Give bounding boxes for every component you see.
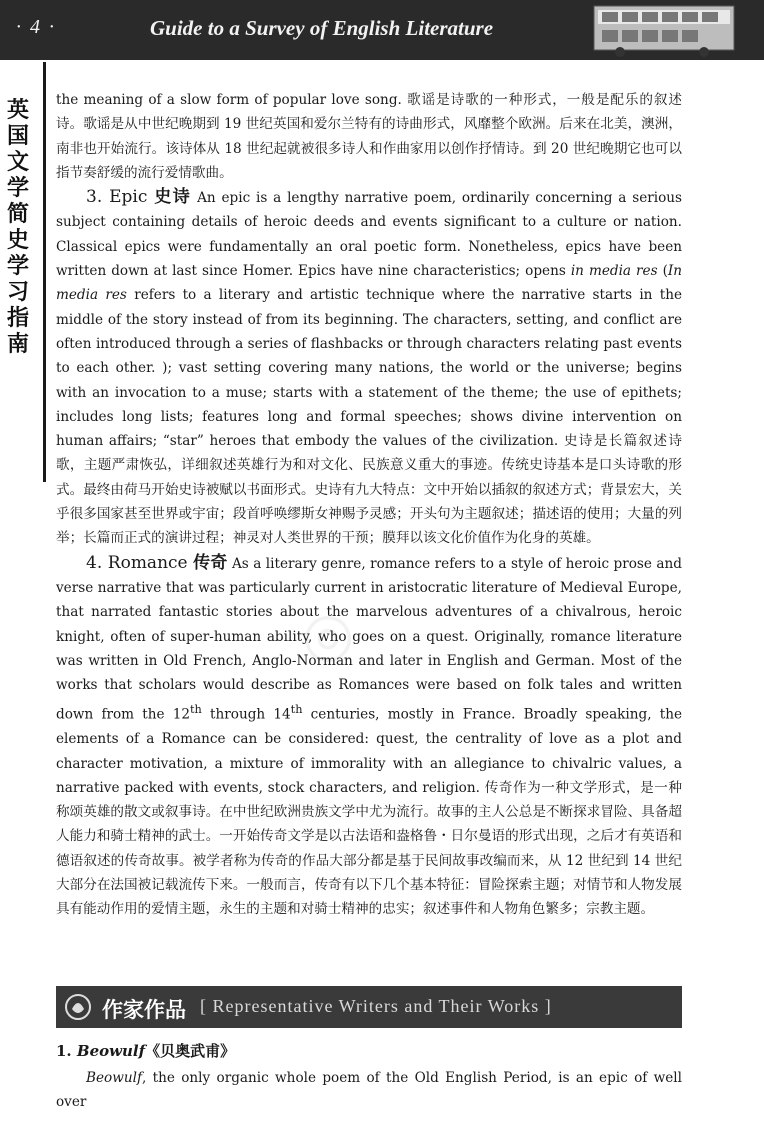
double-decker-bus-icon: [592, 4, 752, 58]
running-title: Guide to a Survey of English Literature: [150, 16, 494, 40]
section-banner: [56, 986, 682, 1028]
epic-text-b: (: [657, 263, 668, 280]
epic-text-a: An epic is a lengthy narrative poem, ordinarily concerning a serious subject containing details of heroic deeds and events significant to a culture or nation. Classical epics were fundamentally an oral poetic form. Nonetheless, epics have been written down at last since Homer. Epics have nine characteristics; opens: [56, 190, 682, 280]
page-number: · 4 ·: [16, 16, 56, 38]
romance-cn: 传奇作为一种文学形式，是一种称颂英雄的散文或叙事诗。在中世纪欧洲贵族文学中尤为流行。故事的主人公总是不断探求冒险、具备超人能力和骑士精神的武士。一开始传奇文学是以古法语和盎格鲁・日尔曼语的形式出现，之后才有英语和德语叙述的传奇故事。被学者称为传奇的作品大部分都是基于民间故事改编而来，从 12 世纪到 14 世纪大部分在法国被记载流传下来。一般而言，传奇有以下几个基本特征：冒险探索主题；对情节和人物发展具有能动作用的爱情主题，永生的主题和对骑士精神的忠实；叙述事件和人物角色繁多；宗教主题。: [56, 779, 682, 918]
epic-paragraph: [56, 185, 682, 550]
romance-sup-1: th: [190, 702, 202, 717]
watermark-stamp: ◎: [287, 592, 365, 678]
epic-text-c: refers to a literary and artistic technique where the narrative starts in the middle of the story instead of from its beginning. The characters, setting, and conflict are often introduced through a series of flashbacks or through characters relating past events to each other. ); vast setting covering many nations, the world or the universe; begins with an invocation to a muse; starts with a statement of the theme; the use of epithets; includes long lists; features long and formal speeches; shows divine intervention on human affairs; “star” heroes that embody the values of the civilization.: [56, 287, 682, 450]
ornament-icon: [62, 991, 94, 1023]
epic-cn: 史诗是长篇叙述诗歌，主题严肃恢弘，详细叙述英雄行为和对文化、民族意义重大的事迹。传统史诗基本是口头诗歌的形式。最终由荷马开始史诗被赋以书面形式。史诗有九大特点：文中开始以插叙的叙述方式；背景宏大，关乎很多国家甚至世界或宇宙；段首呼唤缪斯女神赐予灵感；开头句为主题叙述；描述语的使用；大量的列举；长篇而正式的演讲过程；神灵对人类世界的干预；膜拜以该文化价值作为化身的英雄。: [56, 433, 682, 547]
beowulf-title-en: Beowulf: [76, 1042, 146, 1060]
beowulf-heading: [56, 1040, 235, 1061]
romance-paragraph: [56, 551, 682, 922]
epic-number: 3. Epic: [86, 187, 155, 208]
beowulf-title-cn: 《贝奥武甫》: [145, 1042, 236, 1060]
romance-text-a: As a literary genre, romance refers to a style of heroic prose and verse narrative that was particularly current in aristocratic literature of Medieval Europe, that narrated fantastic stories about the marvelous adventures of a chivalrous, heroic knight, often of super-human ability, who goes on a quest. Originally, romance literature was written in Old French, Anglo-Norman and later in English and German. Most of the works that scholars would describe as Romances were based on folk tales and written down from the 12: [56, 555, 682, 723]
romance-number: 4. Romance: [86, 552, 194, 573]
epic-italic-2: In media res: [56, 263, 683, 304]
beowulf-text: [56, 1066, 682, 1114]
banner-cn-title: 作家作品: [102, 998, 186, 1022]
sidebar-rule: [43, 62, 46, 482]
beowulf-text-italic: Beowulf: [86, 1070, 142, 1086]
epic-italic-1: in media res: [570, 263, 658, 280]
romance-text-c: centuries, mostly in France. Broadly speaking, the elements of a Romance can be considered: quest, the centrality of love as a plot and character motivation, a mixture of immorality with an allegiance to chivalric values, a narrative packed with events, stock characters, and religion.: [56, 706, 682, 796]
page-header: [0, 0, 764, 60]
romance-sup-2: th: [290, 702, 303, 717]
ballad-paragraph: [56, 88, 682, 185]
sidebar-book-title: 英国文学简史学习指南: [6, 98, 29, 357]
ballad-en: the meaning of a slow form of popular love song.: [56, 92, 408, 108]
romance-text-b: through 14: [201, 706, 291, 723]
epic-cn-term: 史诗: [154, 187, 192, 208]
beowulf-text-body: , the only organic whole poem of the Old English Period, is an epic of well over: [56, 1070, 682, 1110]
romance-heading: [86, 553, 227, 573]
beowulf-number: 1.: [56, 1042, 77, 1060]
romance-cn-term: 传奇: [193, 552, 228, 573]
main-text: [56, 88, 682, 922]
banner-en-title: [ Representative Writers and Their Works ]: [200, 996, 552, 1016]
ballad-cn: 歌谣是诗歌的一种形式，一般是配乐的叙述诗。歌谣是从中世纪晚期到 19 世纪英国和爱尔兰特有的诗曲形式，风靡整个欧洲。后来在北美，澳洲，南非也开始流行。该诗体从 18 世纪起就被很多诗人和作曲家用以创作抒情诗。到 20 世纪晚期它也可以指节奏舒缓的流行爱情歌曲。: [56, 92, 683, 181]
epic-heading: [86, 187, 191, 207]
